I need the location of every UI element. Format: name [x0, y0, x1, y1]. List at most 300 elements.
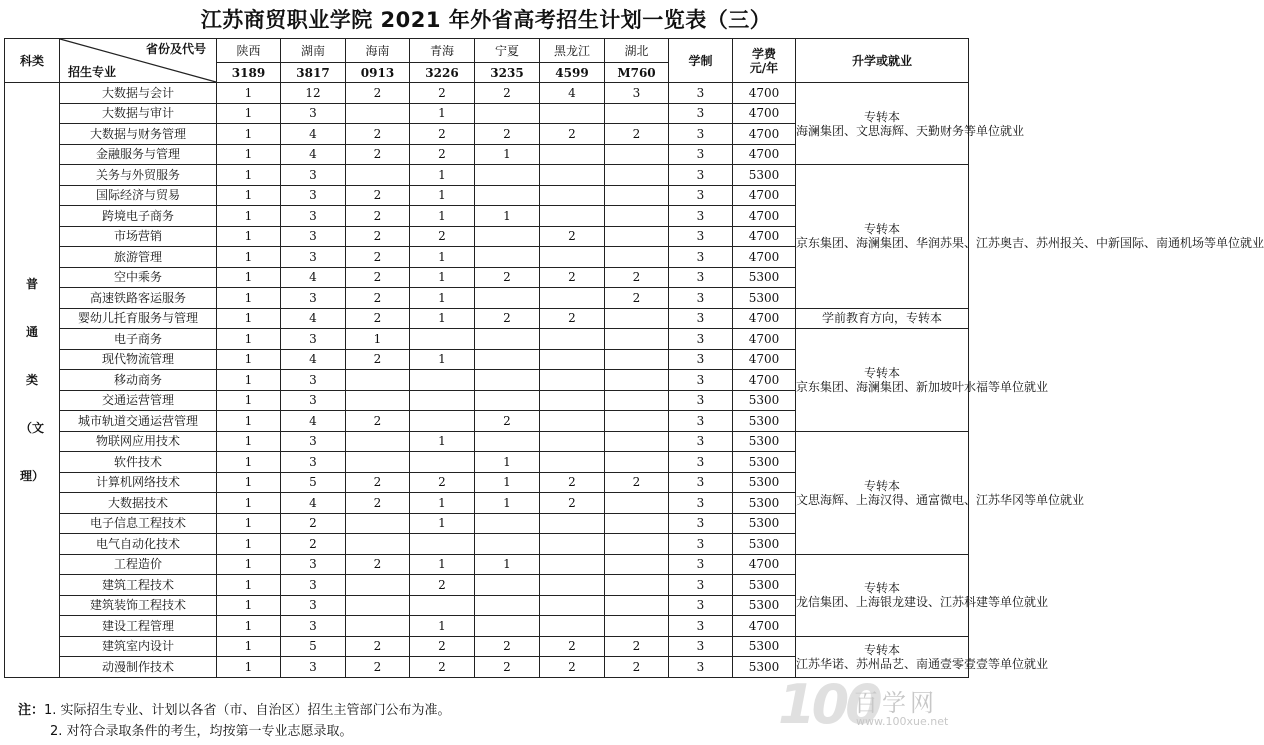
quota-cell: 2 [605, 124, 669, 145]
quota-cell: 3 [281, 390, 346, 411]
quota-cell: 3 [281, 329, 346, 350]
quota-cell: 1 [346, 329, 410, 350]
quota-cell [540, 534, 605, 555]
quota-cell: 1 [410, 206, 475, 227]
quota-cell: 4 [281, 124, 346, 145]
quota-cell [605, 616, 669, 637]
major-name: 电子商务 [60, 329, 217, 350]
duration-cell: 3 [669, 616, 733, 637]
future-text-line: 京东集团、海澜集团、华润苏果、江苏奥吉、苏州报关、中新国际、南通机场等单位就业 [796, 236, 1264, 251]
quota-cell: 3 [281, 370, 346, 391]
quota-cell [605, 206, 669, 227]
quota-cell: 2 [475, 124, 540, 145]
quota-cell [475, 534, 540, 555]
quota-cell [605, 575, 669, 596]
quota-cell: 2 [346, 124, 410, 145]
quota-cell: 2 [475, 308, 540, 329]
quota-cell [540, 411, 605, 432]
quota-cell: 2 [540, 657, 605, 678]
quota-cell [540, 247, 605, 268]
quota-cell [605, 308, 669, 329]
quota-cell [475, 595, 540, 616]
category-char: 理） [19, 468, 44, 483]
province-code: 3226 [410, 63, 475, 83]
quota-cell: 12 [281, 83, 346, 104]
quota-cell [605, 534, 669, 555]
quota-cell [540, 144, 605, 165]
major-name: 物联网应用技术 [60, 431, 217, 452]
duration-cell: 3 [669, 83, 733, 104]
tuition-cell: 4700 [733, 370, 796, 391]
tuition-cell: 4700 [733, 185, 796, 206]
notes [18, 700, 451, 742]
quota-cell: 2 [346, 657, 410, 678]
quota-cell [410, 390, 475, 411]
quota-cell: 2 [410, 472, 475, 493]
quota-cell: 1 [217, 329, 281, 350]
note-line-1 [18, 700, 451, 721]
future-cell [796, 329, 1049, 432]
duration-cell: 3 [669, 349, 733, 370]
header-duration: 学制 [669, 39, 733, 83]
duration-cell: 3 [669, 636, 733, 657]
quota-cell: 1 [410, 267, 475, 288]
tuition-cell: 5300 [733, 288, 796, 309]
future-text-line: 江苏华诺、苏州品艺、南通壹零壹壹等单位就业 [796, 656, 1049, 671]
quota-cell: 4 [281, 411, 346, 432]
quota-cell [540, 452, 605, 473]
quota-cell: 3 [281, 226, 346, 247]
quota-cell: 1 [475, 493, 540, 514]
tuition-cell: 5300 [733, 165, 796, 186]
tuition-cell: 5300 [733, 493, 796, 514]
quota-cell: 3 [281, 616, 346, 637]
quota-cell: 2 [346, 349, 410, 370]
province-name: 湖南 [281, 39, 346, 63]
note-line-2 [18, 721, 451, 742]
quota-cell: 2 [346, 206, 410, 227]
quota-cell: 1 [217, 144, 281, 165]
quota-cell: 3 [281, 657, 346, 678]
quota-cell: 2 [346, 247, 410, 268]
quota-cell [605, 247, 669, 268]
quota-cell [475, 370, 540, 391]
quota-cell: 4 [281, 267, 346, 288]
future-text-line: 文思海辉、上海汉得、通富微电、江苏华冈等单位就业 [796, 492, 1085, 507]
quota-cell: 1 [217, 83, 281, 104]
quota-cell: 1 [217, 370, 281, 391]
quota-cell [346, 431, 410, 452]
quota-cell [605, 554, 669, 575]
quota-cell: 1 [217, 288, 281, 309]
quota-cell [540, 554, 605, 575]
quota-cell: 1 [217, 575, 281, 596]
duration-cell: 3 [669, 554, 733, 575]
quota-cell: 1 [217, 616, 281, 637]
tuition-cell: 4700 [733, 554, 796, 575]
quota-cell [475, 616, 540, 637]
future-text-line: 专转本 [863, 478, 900, 493]
quota-cell: 3 [281, 288, 346, 309]
quota-cell: 1 [217, 247, 281, 268]
quota-cell [605, 390, 669, 411]
quota-cell: 5 [281, 636, 346, 657]
quota-cell: 2 [605, 636, 669, 657]
quota-cell: 1 [475, 472, 540, 493]
major-name: 建设工程管理 [60, 616, 217, 637]
province-name: 宁夏 [475, 39, 540, 63]
header-tuition [733, 39, 796, 83]
quota-cell [605, 493, 669, 514]
quota-cell: 2 [605, 472, 669, 493]
quota-cell [346, 370, 410, 391]
province-code: M760 [605, 63, 669, 83]
quota-cell: 2 [410, 226, 475, 247]
quota-cell [540, 513, 605, 534]
tuition-cell: 5300 [733, 267, 796, 288]
future-text-line: 专转本 [863, 642, 900, 657]
quota-cell: 1 [217, 452, 281, 473]
duration-cell: 3 [669, 370, 733, 391]
major-name: 空中乘务 [60, 267, 217, 288]
future-cell [796, 83, 1025, 165]
header-diagonal-cell [60, 39, 217, 83]
quota-cell [605, 144, 669, 165]
quota-cell: 1 [410, 349, 475, 370]
quota-cell: 1 [217, 554, 281, 575]
quota-cell: 1 [475, 452, 540, 473]
quota-cell: 2 [346, 144, 410, 165]
quota-cell: 2 [346, 636, 410, 657]
quota-cell: 2 [346, 288, 410, 309]
quota-cell [410, 370, 475, 391]
future-text-line: 专转本 [863, 222, 900, 237]
major-name: 建筑室内设计 [60, 636, 217, 657]
major-name: 软件技术 [60, 452, 217, 473]
major-name: 国际经济与贸易 [60, 185, 217, 206]
header-province-label: 省份及代号 [145, 42, 206, 56]
tuition-cell: 4700 [733, 144, 796, 165]
major-name: 计算机网络技术 [60, 472, 217, 493]
duration-cell: 3 [669, 124, 733, 145]
quota-cell: 1 [475, 144, 540, 165]
quota-cell: 3 [281, 103, 346, 124]
major-name: 关务与外贸服务 [60, 165, 217, 186]
quota-cell: 1 [475, 554, 540, 575]
watermark-name: 百学网 [854, 689, 938, 717]
quota-cell [346, 595, 410, 616]
enrollment-plan-table [4, 38, 1264, 678]
province-name: 青海 [410, 39, 475, 63]
quota-cell: 2 [410, 657, 475, 678]
table-row [5, 165, 969, 186]
quota-cell: 2 [605, 267, 669, 288]
duration-cell: 3 [669, 657, 733, 678]
major-name: 金融服务与管理 [60, 144, 217, 165]
quota-cell: 1 [217, 431, 281, 452]
major-name: 建筑装饰工程技术 [60, 595, 217, 616]
duration-cell: 3 [669, 575, 733, 596]
duration-cell: 3 [669, 411, 733, 432]
quota-cell: 1 [410, 554, 475, 575]
tuition-cell: 5300 [733, 431, 796, 452]
quota-cell: 3 [281, 206, 346, 227]
quota-cell [540, 103, 605, 124]
major-name: 旅游管理 [60, 247, 217, 268]
major-name: 市场营销 [60, 226, 217, 247]
table-row [5, 554, 969, 575]
quota-cell: 1 [217, 267, 281, 288]
category-cell [5, 83, 60, 678]
quota-cell [540, 206, 605, 227]
tuition-cell: 5300 [733, 390, 796, 411]
quota-cell [346, 165, 410, 186]
quota-cell [475, 226, 540, 247]
future-cell [796, 431, 1085, 554]
quota-cell [475, 513, 540, 534]
quota-cell: 2 [475, 657, 540, 678]
province-name: 湖北 [605, 39, 669, 63]
quota-cell [346, 513, 410, 534]
duration-cell: 3 [669, 206, 733, 227]
quota-cell: 2 [410, 124, 475, 145]
quota-cell: 3 [281, 452, 346, 473]
quota-cell: 1 [410, 165, 475, 186]
quota-cell [475, 431, 540, 452]
quota-cell [605, 165, 669, 186]
quota-cell: 2 [540, 267, 605, 288]
quota-cell: 1 [217, 636, 281, 657]
duration-cell: 3 [669, 165, 733, 186]
quota-cell: 1 [475, 206, 540, 227]
page-title: 江苏商贸职业学院 2021 年外省高考招生计划一览表（三） [200, 8, 772, 32]
quota-cell [475, 247, 540, 268]
province-code: 4599 [540, 63, 605, 83]
watermark-logo [776, 669, 966, 739]
quota-cell: 3 [281, 554, 346, 575]
quota-cell [475, 329, 540, 350]
quota-cell [605, 226, 669, 247]
quota-cell: 2 [346, 226, 410, 247]
quota-cell: 4 [281, 144, 346, 165]
quota-cell: 1 [217, 595, 281, 616]
quota-cell [475, 349, 540, 370]
quota-cell [475, 390, 540, 411]
tuition-cell: 5300 [733, 595, 796, 616]
major-name: 交通运营管理 [60, 390, 217, 411]
quota-cell: 1 [410, 513, 475, 534]
quota-cell [605, 513, 669, 534]
quota-cell: 1 [410, 185, 475, 206]
tuition-cell: 5300 [733, 636, 796, 657]
major-name: 建筑工程技术 [60, 575, 217, 596]
quota-cell [540, 575, 605, 596]
quota-cell [410, 595, 475, 616]
tuition-cell: 4700 [733, 616, 796, 637]
quota-cell: 2 [346, 554, 410, 575]
watermark-url: www.100xue.net [856, 715, 949, 728]
major-name: 大数据与审计 [60, 103, 217, 124]
watermark-big: 100 [778, 673, 879, 736]
future-text-line: 专转本 [863, 109, 900, 124]
quota-cell: 1 [410, 493, 475, 514]
duration-cell: 3 [669, 267, 733, 288]
future-text-line: 专转本 [863, 365, 900, 380]
table-row [5, 83, 969, 104]
quota-cell [346, 575, 410, 596]
header-tuition-line1: 学费 [751, 46, 776, 61]
quota-cell [605, 452, 669, 473]
quota-cell: 2 [410, 83, 475, 104]
table-row [5, 431, 969, 452]
quota-cell [410, 329, 475, 350]
category-char: 普 [25, 276, 38, 291]
major-name: 城市轨道交通运营管理 [60, 411, 217, 432]
quota-cell: 3 [281, 595, 346, 616]
quota-cell: 1 [217, 534, 281, 555]
major-name: 高速铁路客运服务 [60, 288, 217, 309]
quota-cell: 1 [410, 616, 475, 637]
future-text-line: 学前教育方向，专转本 [821, 311, 942, 326]
province-name: 海南 [346, 39, 410, 63]
quota-cell: 1 [217, 513, 281, 534]
quota-cell: 2 [346, 493, 410, 514]
duration-cell: 3 [669, 185, 733, 206]
quota-cell: 1 [217, 657, 281, 678]
major-name: 电子信息工程技术 [60, 513, 217, 534]
quota-cell: 3 [281, 185, 346, 206]
major-name: 现代物流管理 [60, 349, 217, 370]
major-name: 工程造价 [60, 554, 217, 575]
quota-cell: 1 [217, 411, 281, 432]
duration-cell: 3 [669, 144, 733, 165]
tuition-cell: 5300 [733, 452, 796, 473]
quota-cell: 2 [346, 308, 410, 329]
tuition-cell: 5300 [733, 411, 796, 432]
tuition-cell: 4700 [733, 124, 796, 145]
future-cell [796, 308, 969, 329]
tuition-cell: 4700 [733, 226, 796, 247]
duration-cell: 3 [669, 431, 733, 452]
note-item: 1. 实际招生专业、计划以各省（市、自治区）招生主管部门公布为准。 [44, 703, 451, 718]
quota-cell [540, 390, 605, 411]
quota-cell: 2 [540, 308, 605, 329]
quota-cell: 1 [217, 226, 281, 247]
future-text-line: 龙信集团、上海银龙建设、江苏科建等单位就业 [796, 595, 1049, 609]
quota-cell: 2 [540, 636, 605, 657]
province-code: 0913 [346, 63, 410, 83]
tuition-cell: 4700 [733, 206, 796, 227]
quota-cell: 2 [475, 411, 540, 432]
quota-cell: 2 [346, 267, 410, 288]
quota-cell [475, 103, 540, 124]
quota-cell [346, 103, 410, 124]
quota-cell [346, 452, 410, 473]
duration-cell: 3 [669, 226, 733, 247]
quota-cell: 2 [281, 534, 346, 555]
header-tuition-line2: 元/年 [749, 60, 779, 75]
duration-cell: 3 [669, 493, 733, 514]
future-text-line: 京东集团、海澜集团、新加坡叶水福等单位就业 [796, 379, 1049, 394]
quota-cell [410, 534, 475, 555]
quota-cell: 1 [410, 103, 475, 124]
province-name: 黑龙江 [540, 39, 605, 63]
table-row [5, 329, 969, 350]
tuition-cell: 4700 [733, 247, 796, 268]
quota-cell [475, 575, 540, 596]
quota-cell: 1 [410, 288, 475, 309]
quota-cell [605, 595, 669, 616]
header-row-provinces [5, 39, 969, 63]
tuition-cell: 5300 [733, 657, 796, 678]
quota-cell: 1 [410, 247, 475, 268]
category-char: 通 [25, 324, 38, 339]
quota-cell: 2 [475, 83, 540, 104]
quota-cell [540, 616, 605, 637]
quota-cell: 2 [410, 575, 475, 596]
quota-cell: 2 [346, 185, 410, 206]
quota-cell: 2 [410, 636, 475, 657]
duration-cell: 3 [669, 247, 733, 268]
duration-cell: 3 [669, 534, 733, 555]
quota-cell [410, 411, 475, 432]
quota-cell: 2 [540, 472, 605, 493]
quota-cell: 1 [410, 431, 475, 452]
duration-cell: 3 [669, 103, 733, 124]
quota-cell: 2 [346, 83, 410, 104]
quota-cell: 3 [605, 83, 669, 104]
quota-cell [475, 165, 540, 186]
duration-cell: 3 [669, 452, 733, 473]
major-name: 大数据技术 [60, 493, 217, 514]
quota-cell [605, 103, 669, 124]
quota-cell: 1 [217, 124, 281, 145]
category-char: 类 [25, 372, 38, 387]
quota-cell [475, 185, 540, 206]
major-name: 婴幼儿托育服务与管理 [60, 308, 217, 329]
header-major-label: 招生专业 [68, 65, 117, 79]
note-item: 2. 对符合录取条件的考生，均按第一专业志愿录取。 [50, 724, 353, 739]
quota-cell: 1 [217, 308, 281, 329]
quota-cell: 2 [605, 657, 669, 678]
quota-cell: 5 [281, 472, 346, 493]
quota-cell [605, 185, 669, 206]
category-char: （文 [19, 420, 44, 435]
major-name: 大数据与会计 [60, 83, 217, 104]
quota-cell [410, 452, 475, 473]
quota-cell: 2 [475, 267, 540, 288]
quota-cell: 1 [217, 472, 281, 493]
future-text-line: 专转本 [863, 581, 900, 595]
quota-cell: 2 [346, 411, 410, 432]
quota-cell [540, 349, 605, 370]
province-code: 3235 [475, 63, 540, 83]
quota-cell [540, 431, 605, 452]
tuition-cell: 4700 [733, 103, 796, 124]
quota-cell [605, 349, 669, 370]
quota-cell: 1 [217, 390, 281, 411]
quota-cell [475, 288, 540, 309]
major-name: 跨境电子商务 [60, 206, 217, 227]
tuition-cell: 5300 [733, 534, 796, 555]
quota-cell: 4 [281, 349, 346, 370]
quota-cell [346, 534, 410, 555]
province-name: 陕西 [217, 39, 281, 63]
quota-cell [605, 431, 669, 452]
quota-cell [346, 616, 410, 637]
quota-cell [540, 595, 605, 616]
tuition-cell: 4700 [733, 83, 796, 104]
